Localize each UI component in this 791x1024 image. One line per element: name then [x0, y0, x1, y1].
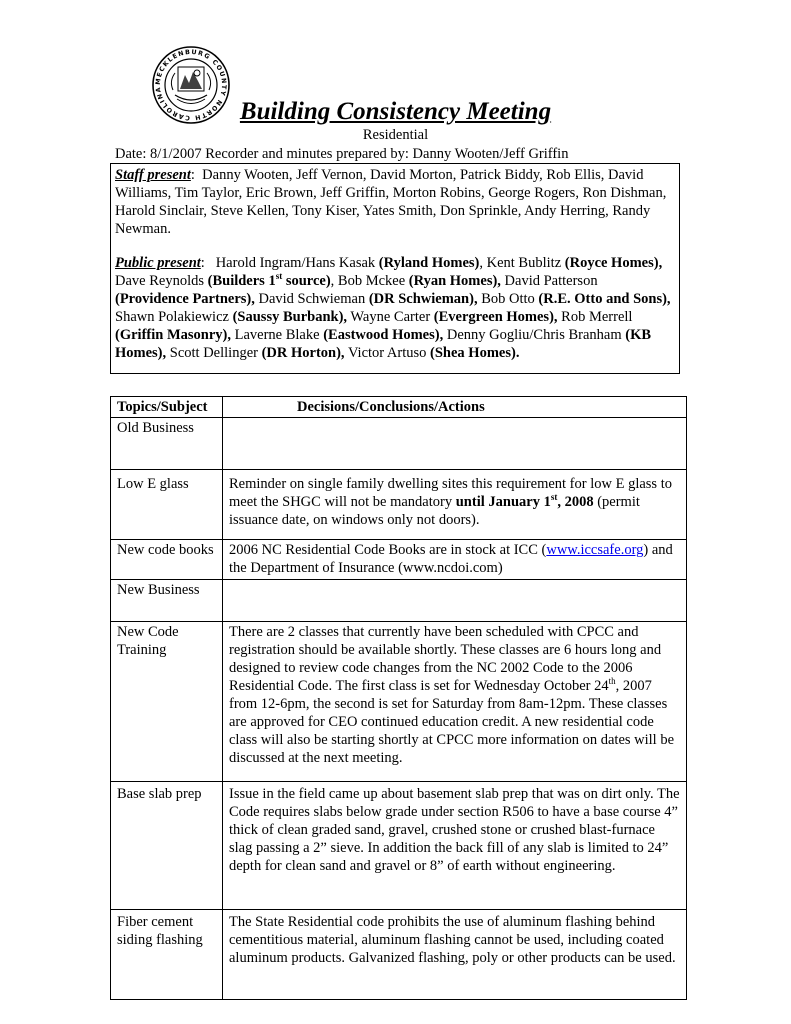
table-row	[111, 910, 687, 1000]
section-label-old-business: Old Business	[111, 418, 223, 470]
decision-cell: The State Residential code prohibits the use of aluminum flashing behind cementitious material, aluminum flashing cannot be used, including coated aluminum products. Galvanized flashing, poly or other products can be used.	[223, 910, 687, 1000]
public-attendee: David Schwieman (DR Schwieman),	[258, 291, 478, 307]
attendees-box	[110, 163, 680, 374]
public-present-label: Public present	[115, 255, 201, 271]
topic-cell: Low E glass	[111, 470, 223, 540]
section-label-new-business: New Business	[111, 580, 223, 622]
decision-cell: Issue in the field came up about basement slab prep that was on dirt only. The Code requires slabs below grade under section R506 to have a base course 4” thick of clean graded sand, gravel, crushed stone or crushed blast-furnace slag passing a 2” sieve. In addition the back fill of any slab is limited to 24” depth for clean sand and gravel or 8” of earth without engineering.	[223, 782, 687, 910]
public-attendee: Rob Merrell (Griffin Masonry),	[115, 309, 633, 343]
staff-present-label: Staff present	[115, 167, 191, 183]
public-attendee: Dave Reynolds (Builders 1st source)	[115, 271, 331, 289]
staff-present-paragraph: Staff present: Danny Wooten, Jeff Vernon, David Morton, Patrick Biddy, Rob Ellis, David Williams, Tim Taylor, Eric Brown, Jeff Griffin, Morton Robins, George Rogers, Ron Dishman, Harold Sinclair, Steve Kellen, Tony Kiser, Yates Smith, Don Sprinkle, Andy Herring, Randy Newman.	[115, 167, 667, 237]
public-attendee: Kent Bublitz (Royce Homes),	[486, 255, 663, 271]
topic-cell: New Code Training	[111, 622, 223, 782]
decision-cell: Reminder on single family dwelling sites this requirement for low E glass to meet the SHGC will not be mandatory until January 1st, 2008 (permit issuance date, on windows only not doors).	[223, 470, 687, 540]
minutes-table	[110, 396, 687, 1000]
svg-text:MECKLENBURG COUNTY NORTH CAROL: MECKLENBURG COUNTY NORTH CAROLINA	[154, 48, 228, 122]
document-title: Building Consistency Meeting	[239, 98, 552, 125]
public-attendee: Laverne Blake (Eastwood Homes),	[234, 327, 444, 343]
table-row	[111, 622, 687, 782]
iccsafe-link[interactable]: www.iccsafe.org	[546, 542, 644, 558]
section-row-new-business	[111, 580, 687, 622]
meeting-date-line: Date: 8/1/2007 Recorder and minutes prepared by: Danny Wooten/Jeff Griffin	[115, 146, 569, 162]
public-attendee: David Patterson (Providence Partners),	[115, 273, 598, 307]
decision-cell: There are 2 classes that currently have been scheduled with CPCC and registration should be available shortly. These classes are 6 hours long and designed to review code changes from the NC 2002 Code to the 2006 Residential Code. The first class is set for Wednesday October 24th, 2007 from 12-6pm, the second is set for Saturday from 8am-12pm. These classes are approved for CEO continued education credit. A new residential code class will also be starting shortly at CPCC more information on dates will be discussed at the next meeting.	[223, 622, 687, 782]
public-attendee: Shawn Polakiewicz (Saussy Burbank),	[115, 309, 348, 325]
table-row	[111, 782, 687, 910]
public-attendee: Wayne Carter (Evergreen Homes),	[350, 309, 558, 325]
document-subtitle: Residential	[362, 127, 429, 143]
table-row	[111, 470, 687, 540]
topic-cell: Base slab prep	[111, 782, 223, 910]
public-attendee: Victor Artuso (Shea Homes).	[347, 345, 520, 361]
staff-present-names: Danny Wooten, Jeff Vernon, David Morton, Patrick Biddy, Rob Ellis, David Williams, Tim Taylor, Eric Brown, Jeff Griffin, Morton Robins, George Rogers, Ron Dishman, Harold Sinclair, Steve Kellen, Tony Kiser, Yates Smith, Don Sprinkle, Andy Herring, Randy Newman.	[115, 167, 667, 237]
topic-cell: Fiber cement siding flashing	[111, 910, 223, 1000]
public-attendee: Denny Gogliu/Chris Branham (KB Homes),	[115, 327, 652, 361]
column-header-decisions: Decisions/Conclusions/Actions	[223, 397, 687, 418]
column-header-topics: Topics/Subject	[111, 397, 223, 418]
public-attendee: Bob Mckee (Ryan Homes),	[337, 273, 501, 289]
public-attendee: Bob Otto (R.E. Otto and Sons),	[481, 291, 671, 307]
topic-cell: New code books	[111, 540, 223, 580]
decision-cell: 2006 NC Residential Code Books are in stock at ICC (www.iccsafe.org) and the Department of Insurance (www.ncdoi.com)	[223, 540, 687, 580]
public-attendee: Scott Dellinger (DR Horton),	[169, 345, 345, 361]
section-row-old-business	[111, 418, 687, 470]
table-header-row	[111, 397, 687, 418]
table-row	[111, 540, 687, 580]
public-attendee: Harold Ingram/Hans Kasak (Ryland Homes)	[215, 255, 480, 271]
public-present-paragraph: Public present: Harold Ingram/Hans Kasak (Ryland Homes), Kent Bublitz (Royce Homes), Dave Reynolds (Builders 1st source), Bob Mckee (Ryan Homes), David Patterson (Providence Partners), David Schwieman (DR Schwieman), Bob Otto (R.E. Otto and Sons), Shawn Polakiewicz (Saussy Burbank), Wayne Carter (Evergreen Homes), Rob Merrell (Griffin Masonry), Laverne Blake (Eastwood Homes), Denny Gogliu/Chris Branham (KB Homes), Scott Dellinger (DR Horton), Victor Artuso (Shea Homes).	[115, 255, 671, 361]
